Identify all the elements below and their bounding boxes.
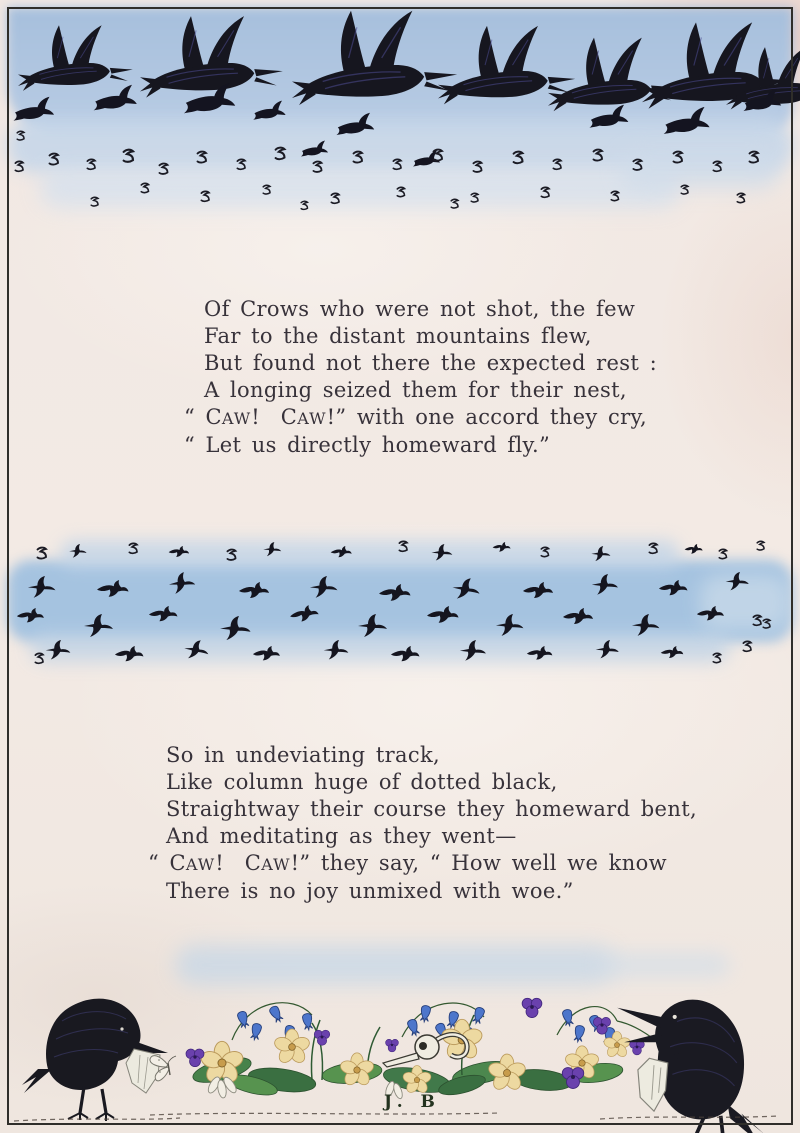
weeping-crow-left [22,999,168,1121]
crow-icon [438,26,575,104]
verse-text: “ C [184,405,222,429]
verse-line [184,404,657,432]
small-caps-caw: AW [261,855,291,874]
verse-line: So in undeviating track, [166,743,441,767]
distant-birds-group [15,131,758,209]
verse-line: “ Let us directly homeward fly.” [184,433,551,457]
verse-text: “ C [148,851,186,875]
small-caps-caw: AW [297,409,327,428]
wildflower-border [186,998,672,1112]
small-caps-caw: AW [221,409,252,428]
small-caps-caw: AW [185,855,216,874]
verse-text: !” with one accord they cry, [326,405,647,429]
cawing-crow-right [617,1000,764,1133]
verse-line [148,850,697,878]
middle-illustration-crow-flock [0,528,800,678]
top-illustration-flying-crows [0,0,800,230]
crow-legs [80,1087,106,1113]
verse-line: A longing seized them for their nest, [204,378,627,402]
crow-icon [292,11,457,105]
ground-line [14,1113,778,1121]
verse-line: There is no joy unmixed with woe.” [166,879,574,903]
bottom-watercolor-wash [600,952,730,978]
verse-line: And meditating as they went— [166,824,517,848]
bottom-watercolor-wash [175,945,615,985]
verse-text: !” they say, “ How well we know [290,851,667,875]
crow-icon [140,16,283,98]
flock-row-4 [35,619,770,663]
verse-text: ! C [215,851,262,875]
crow-icon [18,25,133,91]
stanza-1 [184,296,658,459]
crow-eye [673,1015,677,1019]
stanza-2 [148,742,698,905]
verse-line: Straightway their course they homeward bent, [166,797,698,821]
verse-line: But found not there the expected rest : [204,351,658,375]
illustrator-monogram: J. B [384,1092,441,1112]
flock-row-top [38,541,765,561]
bottom-illustration [0,985,800,1133]
flock-row-2 [28,571,749,601]
verse-line: Of Crows who were not shot, the few [204,297,636,321]
verse-line: Like column huge of dotted black, [166,770,558,794]
verse-line: Far to the distant mountains flew, [204,324,592,348]
flock-row-3 [17,604,761,640]
large-crows-group [18,11,800,112]
verse-text: ! C [251,405,298,429]
crow-eye [120,1027,123,1030]
